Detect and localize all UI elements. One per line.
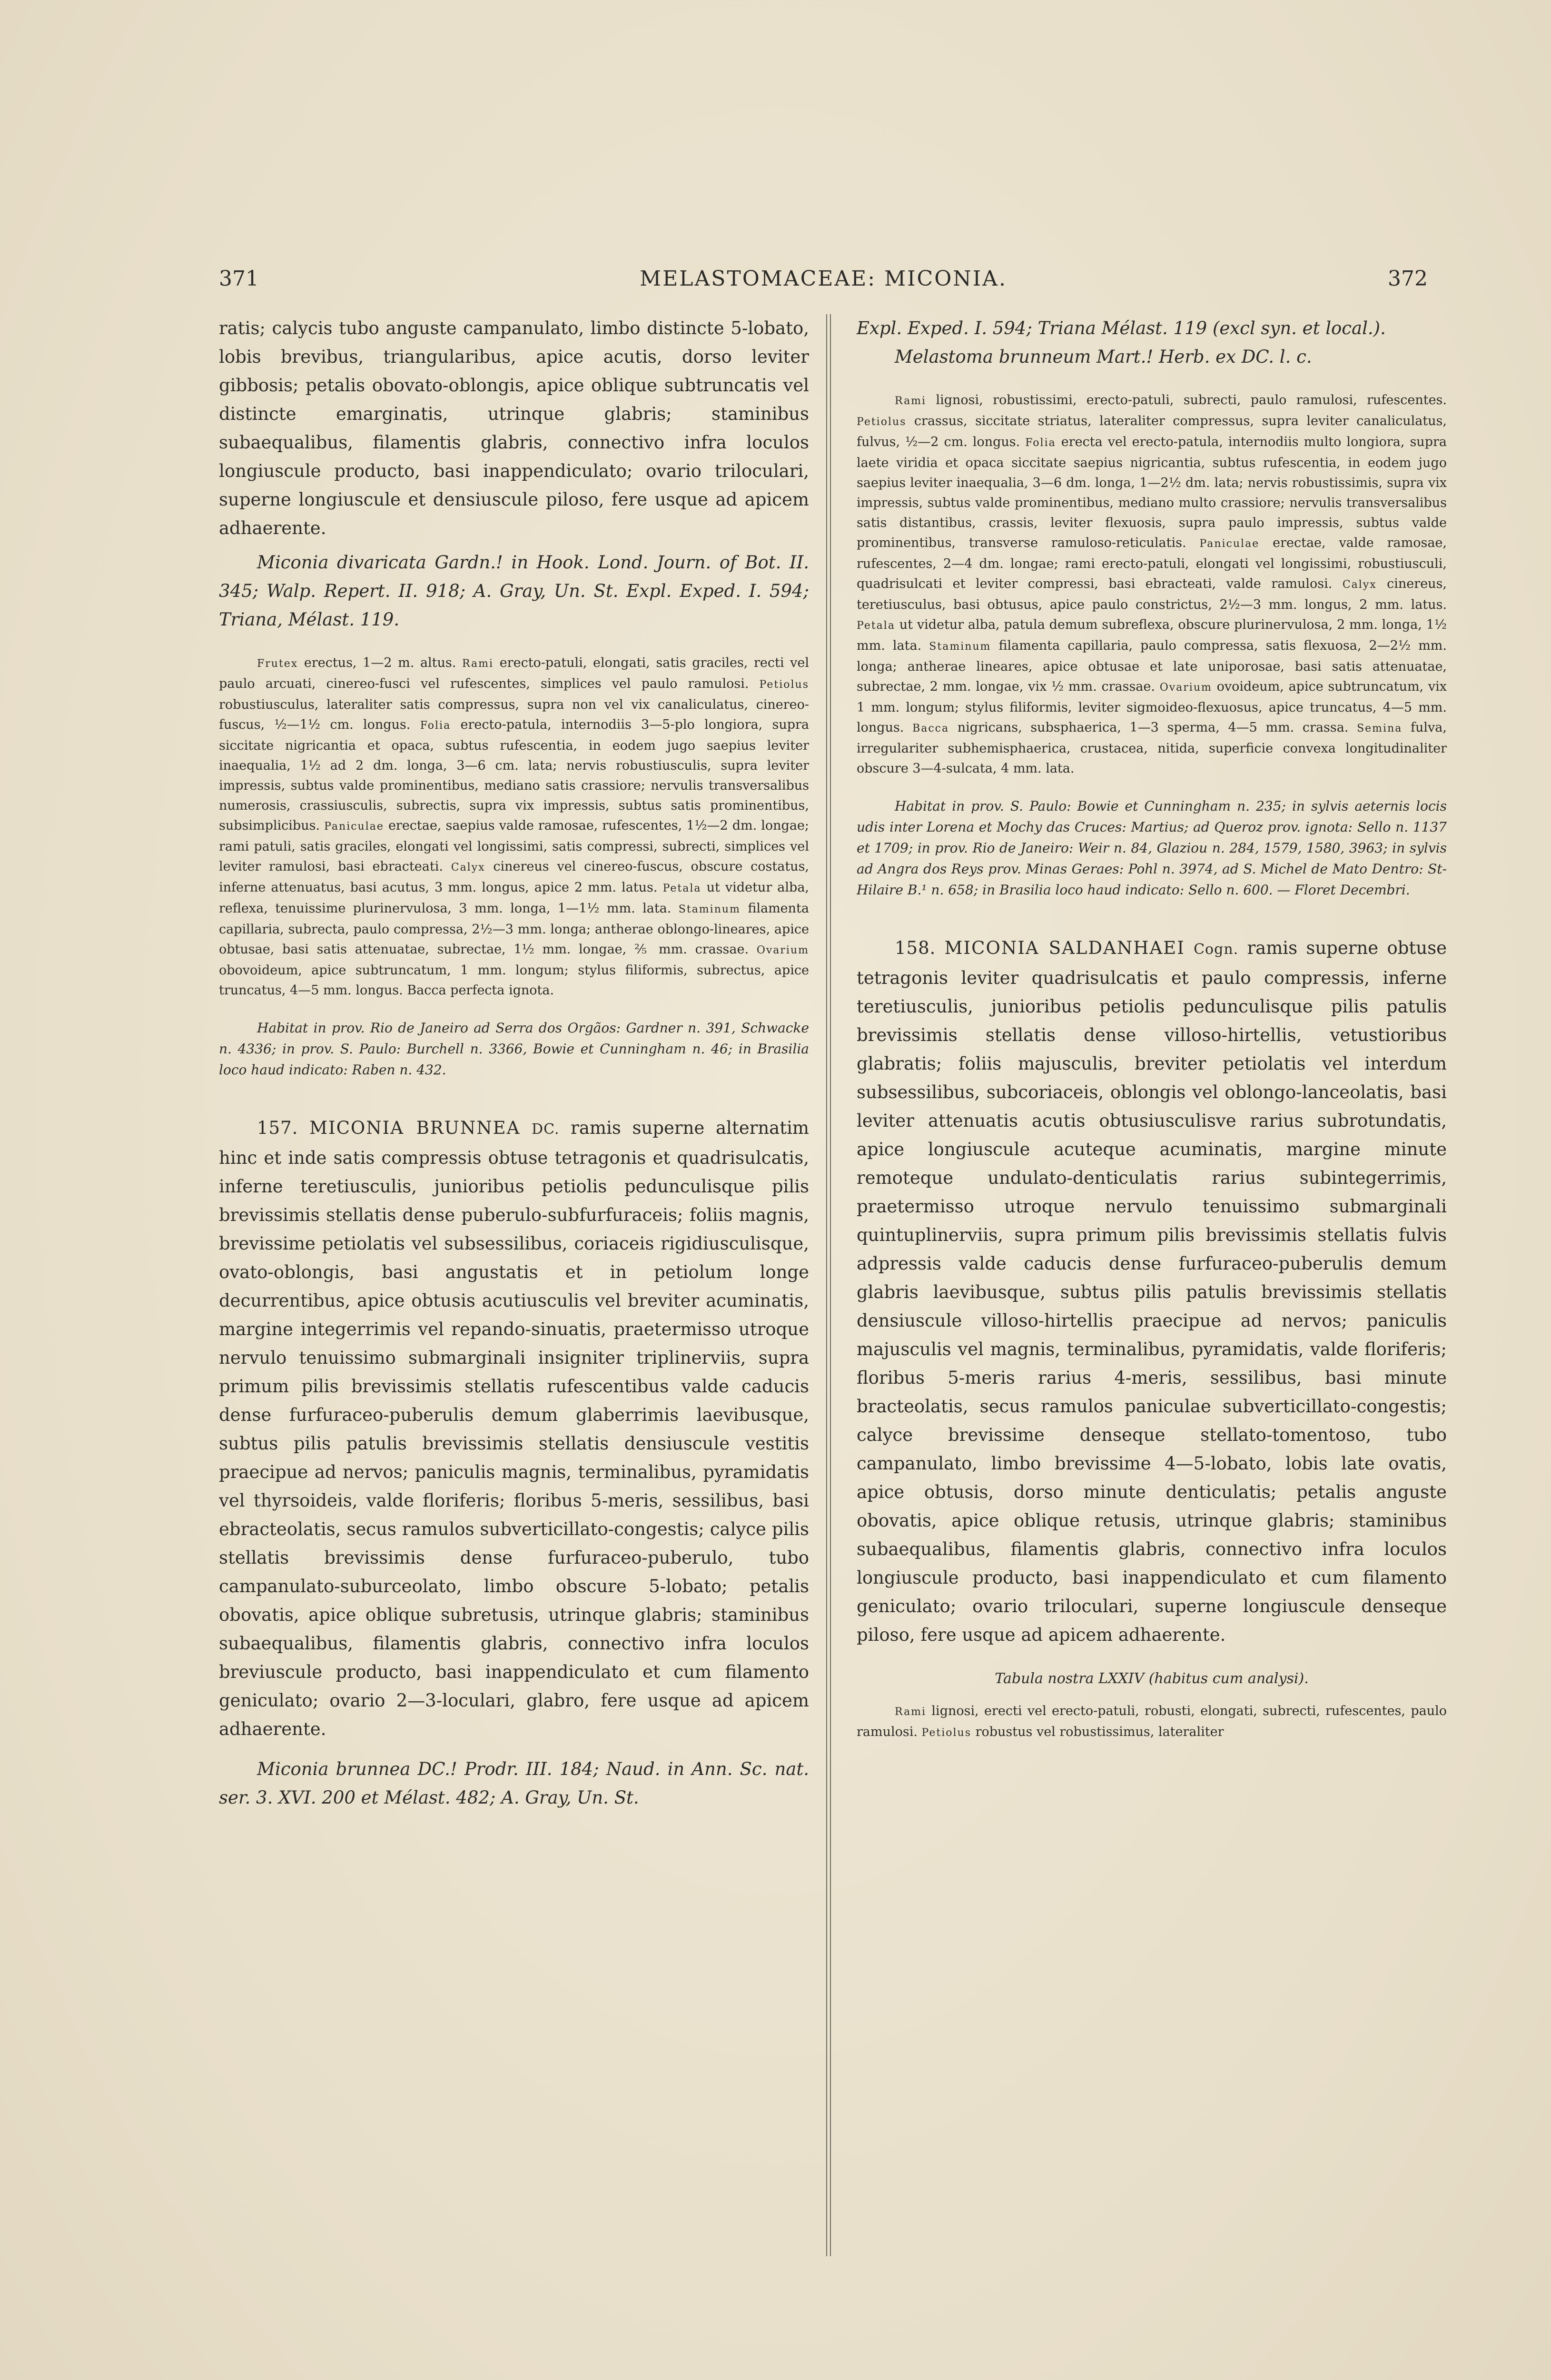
plate-reference: Tabula nostra LXXIV (habitus cum analysi). [995, 1670, 1309, 1687]
label-frutex: Frutex [257, 658, 298, 670]
text-petiolus: crassus, siccitate striatus, lateraliter compressus, supra leviter canaliculatus, fulvus, ½—2 cm. longus. [857, 414, 1447, 449]
label-ovarium: Ovarium [1159, 682, 1212, 694]
label-calyx: Calyx [1342, 579, 1377, 591]
label-petiolus: Petiolus [857, 416, 907, 428]
text-ovarium: obovoideum, apice subtruncatum, 1 mm. longum; stylus filiformis, subrectus, apice truncatus, 4—5 mm. longus. Bacca perfecta ignota. [219, 963, 809, 998]
label-petala: Petala [662, 883, 701, 894]
reference-synonym: Melastoma brunneum Mart.! Herb. ex DC. l. c. [895, 347, 1312, 367]
text-folia: erecta vel erecto-patula, internodiis multo longiora, supra laete viridia et opaca siccitate saepius nigricantia, subtus rufescentia, in eodem jugo saepius leviter inaequalia, 3—6 dm. longa, 1—2½ dm. lata; nervis robustissimis, supra vix impressis, subtus valde prominentibus, mediano multo crassiore; nervulis transversalibus satis distantibus, crassis, leviter flexuosis, supra paulo impressis, subtus valde prominentibus, transverse ramuloso-reticulatis. [857, 435, 1447, 550]
description-brunnea [857, 390, 1447, 779]
habitat-brunnea: Habitat in prov. S. Paulo: Bowie et Cunningham n. 235; in sylvis aeternis locis udis inter Lorena et Mochy das Cruces: Martius; ad Queroz prov. ignota: Sello n. 1137 et 1709; in prov. Rio de Janeiro: Weir n. 84, Glaziou n. 284, 1579, 1580, 3963; in sylvis ad Angra dos Reys prov. Minas Geraes: Pohl n. 3974, ad S. Michel de Mato Dentro: St-Hilaire B.¹ n. 658; in Brasilia loco haud indicato: Sello n. 600. — Floret Decembri. [857, 798, 1447, 898]
running-header [219, 267, 1428, 305]
species-diagnosis: ramis superne obtuse tetragonis leviter quadrisulcatis et paulo compressis, inferne teretiusculis, junioribus petiolis pedunculisque pilis patulis brevissimis stellatis dense villoso-hirtellis, vetustioribus glabratis; foliis majusculis, breviter petiolatis vel interdum subsessilibus, subcoriaceis, oblongis vel oblongo-lanceolatis, basi leviter attenuatis acutis obtusiusculisve rarius subrotundatis, apice longiuscule acuteque acuminatis, margine minute remoteque undulato-denticulatis rarius subintegerrimis, praetermisso utroque nervulo tenuissimo submarginali quintuplinerviis, supra primum pilis brevissimis stellatis fulvis adpressis valde caducis dense furfuraceo-puberulis demum glabris laevibusque, subtus pilis patulis brevissimis stellatis densiuscule villoso-hirtellis praecipue ad nervos; paniculis majusculis vel magnis, terminalibus, pyramidatis, valde floriferis; floribus 5-meris rarius 4-meris, sessilibus, basi minute bracteolatis, secus ramulos paniculae subverticillato-congestis; calyce brevissime denseque stellato-tomentoso, tubo campanulato, limbo brevissime 4—5-lobato, lobis late ovatis, apice obtusis, dorso minute denticulatis; petalis anguste obovatis, apice oblique retusis, utrinque glabris; staminibus subaequalibus, filamentis glabris, connectivo infra loculos longiuscule producto, basi inappendiculato et cum filamento geniculato; ovario triloculari, superne longiuscule denseque piloso, fere usque ad apicem adhaerente. [857, 938, 1447, 1645]
text-bacca: nigricans, subsphaerica, 1—3 sperma, 4—5 mm. crassa. [949, 720, 1357, 735]
running-title: MELASTOMACEAE: MICONIA. [640, 267, 1007, 291]
label-paniculae: Paniculae [324, 821, 384, 833]
text-folia: erecto-patula, internodiis 3—5-plo longiora, supra siccitate nigricantia et opaca, subtus rufescentia, in eodem jugo saepius leviter inaequalia, 1½ ad 2 dm. longa, 3—6 cm. lata; nervis robustiusculis, supra leviter impressis, subtus valde prominentibus, mediano satis crassiore; nervulis transversalibus numerosis, crassiusculis, subrectis, supra vix impressis, subtus satis prominentibus, subsimplicibus. [219, 717, 810, 833]
left-column [219, 314, 809, 1812]
species-name: MICONIA SALDANHAEI [944, 938, 1185, 958]
text-rami: erecto-patuli, elongati, satis graciles, recti vel paulo arcuati, cinereo-fusci vel rufescentes, simplices vel paulo ramulosi. [219, 655, 809, 691]
species-158 [857, 934, 1447, 1649]
text-petala: ut videtur alba, reflexa, tenuissime plurinervulosa, 3 mm. longa, 1—1½ mm. lata. [219, 880, 810, 916]
label-petala: Petala [857, 620, 895, 632]
species-number: 158. [895, 938, 936, 958]
page-number-left: 371 [219, 267, 259, 291]
label-calyx: Calyx [451, 862, 485, 873]
label-petiolus: Petiolus [921, 1727, 971, 1739]
species-name: MICONIA BRUNNEA [309, 1118, 521, 1138]
label-petiolus: Petiolus [759, 679, 809, 691]
label-rami: Rami [462, 658, 494, 670]
text-paniculae: erectae, saepius valde ramosae, rufescentes, 1½—2 dm. longae; rami patuli, satis graciles, elongati vel longissimi, satis compressi, subrecti, simplices vel leviter ramulosi, basi ebracteati. [219, 818, 810, 874]
column-divider [826, 314, 831, 2256]
habitat-divaricata: Habitat in prov. Rio de Janeiro ad Serra dos Orgãos: Gardner n. 391, Schwacke n. 4336; in prov. S. Paulo: Burchell n. 3366, Bowie et Cunningham n. 46; in Brasilia loco haud indicato: Raben n. 432. [219, 1020, 809, 1078]
reference-brunnea: Miconia brunnea DC.! Prodr. III. 184; Naud. in Ann. Sc. nat. ser. 3. XVI. 200 et Mélast. 482; A. Gray, Un. St. [219, 1759, 809, 1808]
species-diagnosis: ramis superne alternatim hinc et inde satis compressis obtuse tetragonis et quadrisulcatis, inferne teretiusculis, junioribus petiolis pedunculisque pilis brevissimis stellatis dense puberulo-subfurfuraceis; foliis magnis, brevissime petiolatis vel subsessilibus, coriaceis rigidiusculisque, ovato-oblongis, basi angustatis et in petiolum longe decurrentibus, apice obtusis acutiusculis vel breviter acuminatis, margine integerrimis vel repando-sinuatis, praetermisso utroque nervulo tenuissimo submarginali insigniter triplinerviis, supra primum pilis brevissimis stellatis rufescentibus valde caducis dense furfuraceo-puberulis demum glaberrimis laevibusque, subtus pilis patulis brevissimis stellatis densiuscule vestitis praecipue ad nervos; paniculis magnis, terminalibus, pyramidatis vel thyrsoideis, valde floriferis; floribus 5-meris, sessilibus, basi ebracteolatis, secus ramulos subverticillato-congestis; calyce pilis stellatis brevissimis dense furfuraceo-puberulo, tubo campanulato-suburceolato, limbo obscure 5-lobato; petalis obovatis, apice oblique subretusis, utrinque glabris; staminibus subaequalibus, filamentis glabris, connectivo infra loculos breviuscule producto, basi inappendiculato et cum filamento geniculato; ovario 2—3-loculari, glabro, fere usque ad apicem adhaerente. [219, 1118, 810, 1739]
description-divaricata [219, 653, 809, 1001]
label-rami: Rami [895, 1706, 927, 1718]
label-staminum: Staminum [678, 903, 741, 915]
label-ovarium: Ovarium [756, 944, 809, 956]
species-author: Cogn. [1194, 941, 1239, 958]
reference-continued: Expl. Exped. I. 594; Triana Mélast. 119 (excl syn. et local.). [857, 318, 1386, 338]
text-paniculae: erectae, valde ramosae, rufescentes, 2—4 dm. longae; rami erecto-patuli, elongati vel longissimi, robustiusculi, quadrisulcati et leviter compressi, basi ebracteati, valde ramulosi. [857, 536, 1447, 591]
text-staminum: filamenta capillaria, paulo compressa, satis flexuosa, 2—2½ mm. longa; antherae lineares, apice obtusae et late uniporosae, basi satis attenuatae, subrectae, 2 mm. longae, vix ½ mm. crassae. [857, 638, 1447, 694]
label-folia: Folia [1025, 437, 1056, 449]
page-number-right: 372 [1388, 267, 1428, 291]
species-157 [219, 1114, 809, 1744]
label-staminum: Staminum [929, 641, 991, 653]
text-staminum: filamenta capillaria, subrecta, paulo compressa, 2½—3 mm. longa; antherae oblongo-lineares, apice obtusae, basi satis attenuatae, subrectae, 1½ mm. longae, ⅖ mm. crassae. [219, 901, 809, 957]
label-paniculae: Paniculae [1199, 538, 1260, 550]
continued-paragraph: ratis; calycis tubo anguste campanulato, limbo distincte 5-lobato, lobis brevibus, triangularibus, apice acutis, dorso leviter gibbosis; petalis obovato-oblongis, apice oblique subtruncatis vel distincte emarginatis, utrinque glabris; staminibus subaequalibus, filamentis glabris, connectivo infra loculos longiuscule producto, basi inappendiculato; ovario triloculari, superne longiuscule et densiuscule piloso, fere usque ad apicem adhaerente. [219, 318, 809, 538]
label-rami: Rami [895, 395, 927, 407]
reference-divaricata: Miconia divaricata Gardn.! in Hook. Lond. Journ. of Bot. II. 345; Walp. Repert. II. 918; A. Gray, Un. St. Expl. Exped. I. 594; Triana, Mélast. 119. [219, 552, 809, 630]
text-ovarium: ovoideum, apice subtruncatum, vix 1 mm. longum; stylus filiformis, leviter sigmoideo-flexuosus, apice truncatus, 4—5 mm. longus. [857, 679, 1447, 735]
text-calyx: cinereus vel cinereo-fuscus, obscure costatus, inferne attenuatus, basi acutus, 3 mm. longus, apice 2 mm. latus. [219, 859, 810, 895]
text-rami: lignosi, robustissimi, erecto-patuli, subrecti, paulo ramulosi, rufescentes. [926, 393, 1447, 407]
right-column [857, 314, 1447, 1752]
text-petiolus: robustiusculus, lateraliter satis compressus, supra non vel vix canaliculatus, cinereo-fuscus, ½—1½ cm. longus. [219, 697, 809, 732]
species-author: DC. [532, 1121, 560, 1138]
text-semina: fulva, irregulariter subhemisphaerica, crustacea, nitida, superficie convexa longitudinaliter obscure 3—4-sulcata, 4 mm. lata. [857, 720, 1447, 776]
text-frutex: erectus, 1—2 m. altus. [298, 655, 462, 670]
text-rami: lignosi, erecti vel erecto-patuli, robusti, elongati, subrecti, rufescentes, paulo ramulosi. [857, 1704, 1447, 1739]
label-semina: Semina [1357, 723, 1403, 734]
text-petala: ut videtur alba, patula demum subreflexa, obscure plurinervulosa, 2 mm. longa, 1½ mm. lata. [857, 617, 1447, 653]
text-calyx: cinereus, teretiusculus, basi obtusus, apice paulo constrictus, 2½—3 mm. longus, 2 mm. latus. [857, 576, 1447, 612]
species-number: 157. [257, 1118, 298, 1138]
label-bacca: Bacca [912, 723, 949, 734]
label-folia: Folia [420, 720, 451, 732]
text-petiolus: robustus vel robustissimus, lateraliter [971, 1725, 1224, 1739]
description-saldanhaei [857, 1701, 1447, 1743]
